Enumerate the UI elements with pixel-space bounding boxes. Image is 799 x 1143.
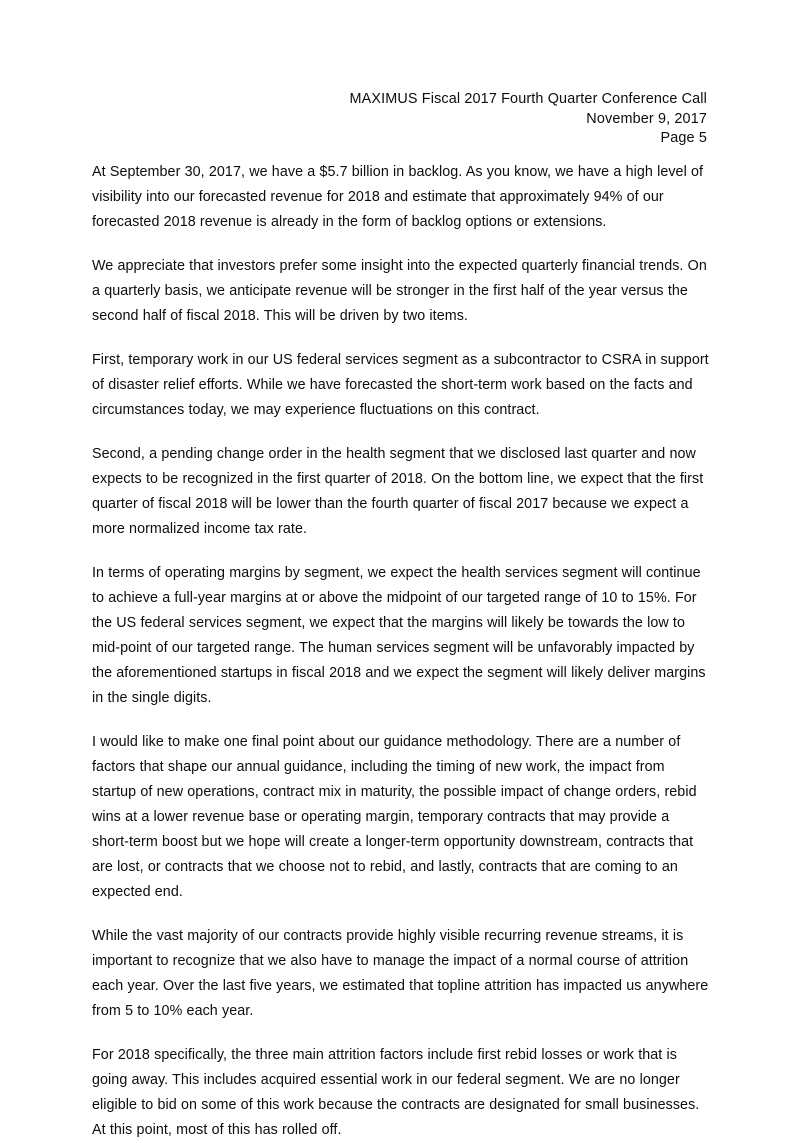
body-paragraph: While the vast majority of our contracts provide highly visible recurring revenue streams, it is important to recognize that we also have to manage the impact of a normal course of attrition each year. Over the last five years, we estimated that topline attrition has impacted us anywhere from 5 to 10% each year. [92, 928, 709, 1019]
header-date-line: November 9, 2017 [586, 110, 707, 127]
body-paragraph: I would like to make one final point about our guidance methodology. There are a number of factors that shape our annual guidance, including the timing of new work, the impact from startup of new operations, contract mix in maturity, the possible impact of change orders, rebid wins at a lower revenue base or operating margin, temporary contracts that may provide a short-term boost but we hope will create a longer-term opportunity downstream, contracts that are lost, or contracts that we choose not to rebid, and lastly, contracts that are coming to an expected end. [92, 734, 697, 900]
body-paragraph: First, temporary work in our US federal services segment as a subcontractor to CSRA in support of disaster relief efforts. While we have forecasted the short-term work based on the facts and circumstances today, we may experience fluctuations on this contract. [92, 352, 709, 418]
header-title-line: MAXIMUS Fiscal 2017 Fourth Quarter Conference Call [349, 91, 707, 107]
document-body [92, 160, 709, 1143]
body-paragraph: In terms of operating margins by segment, we expect the health services segment will continue to achieve a full-year margins at or above the midpoint of our targeted range of 10 to 15%. For the US federal services segment, we expect that the margins will likely be towards the low to mid-point of our targeted range. The human services segment will be unfavorably impacted by the aforementioned startups in fiscal 2018 and we expect the segment will likely deliver margins in the single digits. [92, 565, 706, 706]
body-paragraph: We appreciate that investors prefer some insight into the expected quarterly financial trends. On a quarterly basis, we anticipate revenue will be stronger in the first half of the year versus the second half of fiscal 2018. This will be driven by two items. [92, 258, 707, 324]
header-page-number: Page 5 [660, 130, 707, 146]
body-paragraph: At September 30, 2017, we have a $5.7 billion in backlog. As you know, we have a high level of visibility into our forecasted revenue for 2018 and estimate that approximately 94% of our forecasted 2018 revenue is already in the form of backlog options or extensions. [92, 164, 704, 230]
body-paragraph: Second, a pending change order in the health segment that we disclosed last quarter and now expects to be recognized in the first quarter of 2018. On the bottom line, we expect that the first quarter of fiscal 2018 will be lower than the fourth quarter of fiscal 2017 because we expect a more normalized income tax rate. [92, 446, 704, 537]
body-paragraph: For 2018 specifically, the three main attrition factors include first rebid losses or work that is going away. This includes acquired essential work in our federal segment. We are no longer eligible to bid on some of this work because the contracts are designated for small businesses. At this point, most of this has rolled off. [92, 1047, 700, 1138]
page-header [92, 90, 707, 149]
